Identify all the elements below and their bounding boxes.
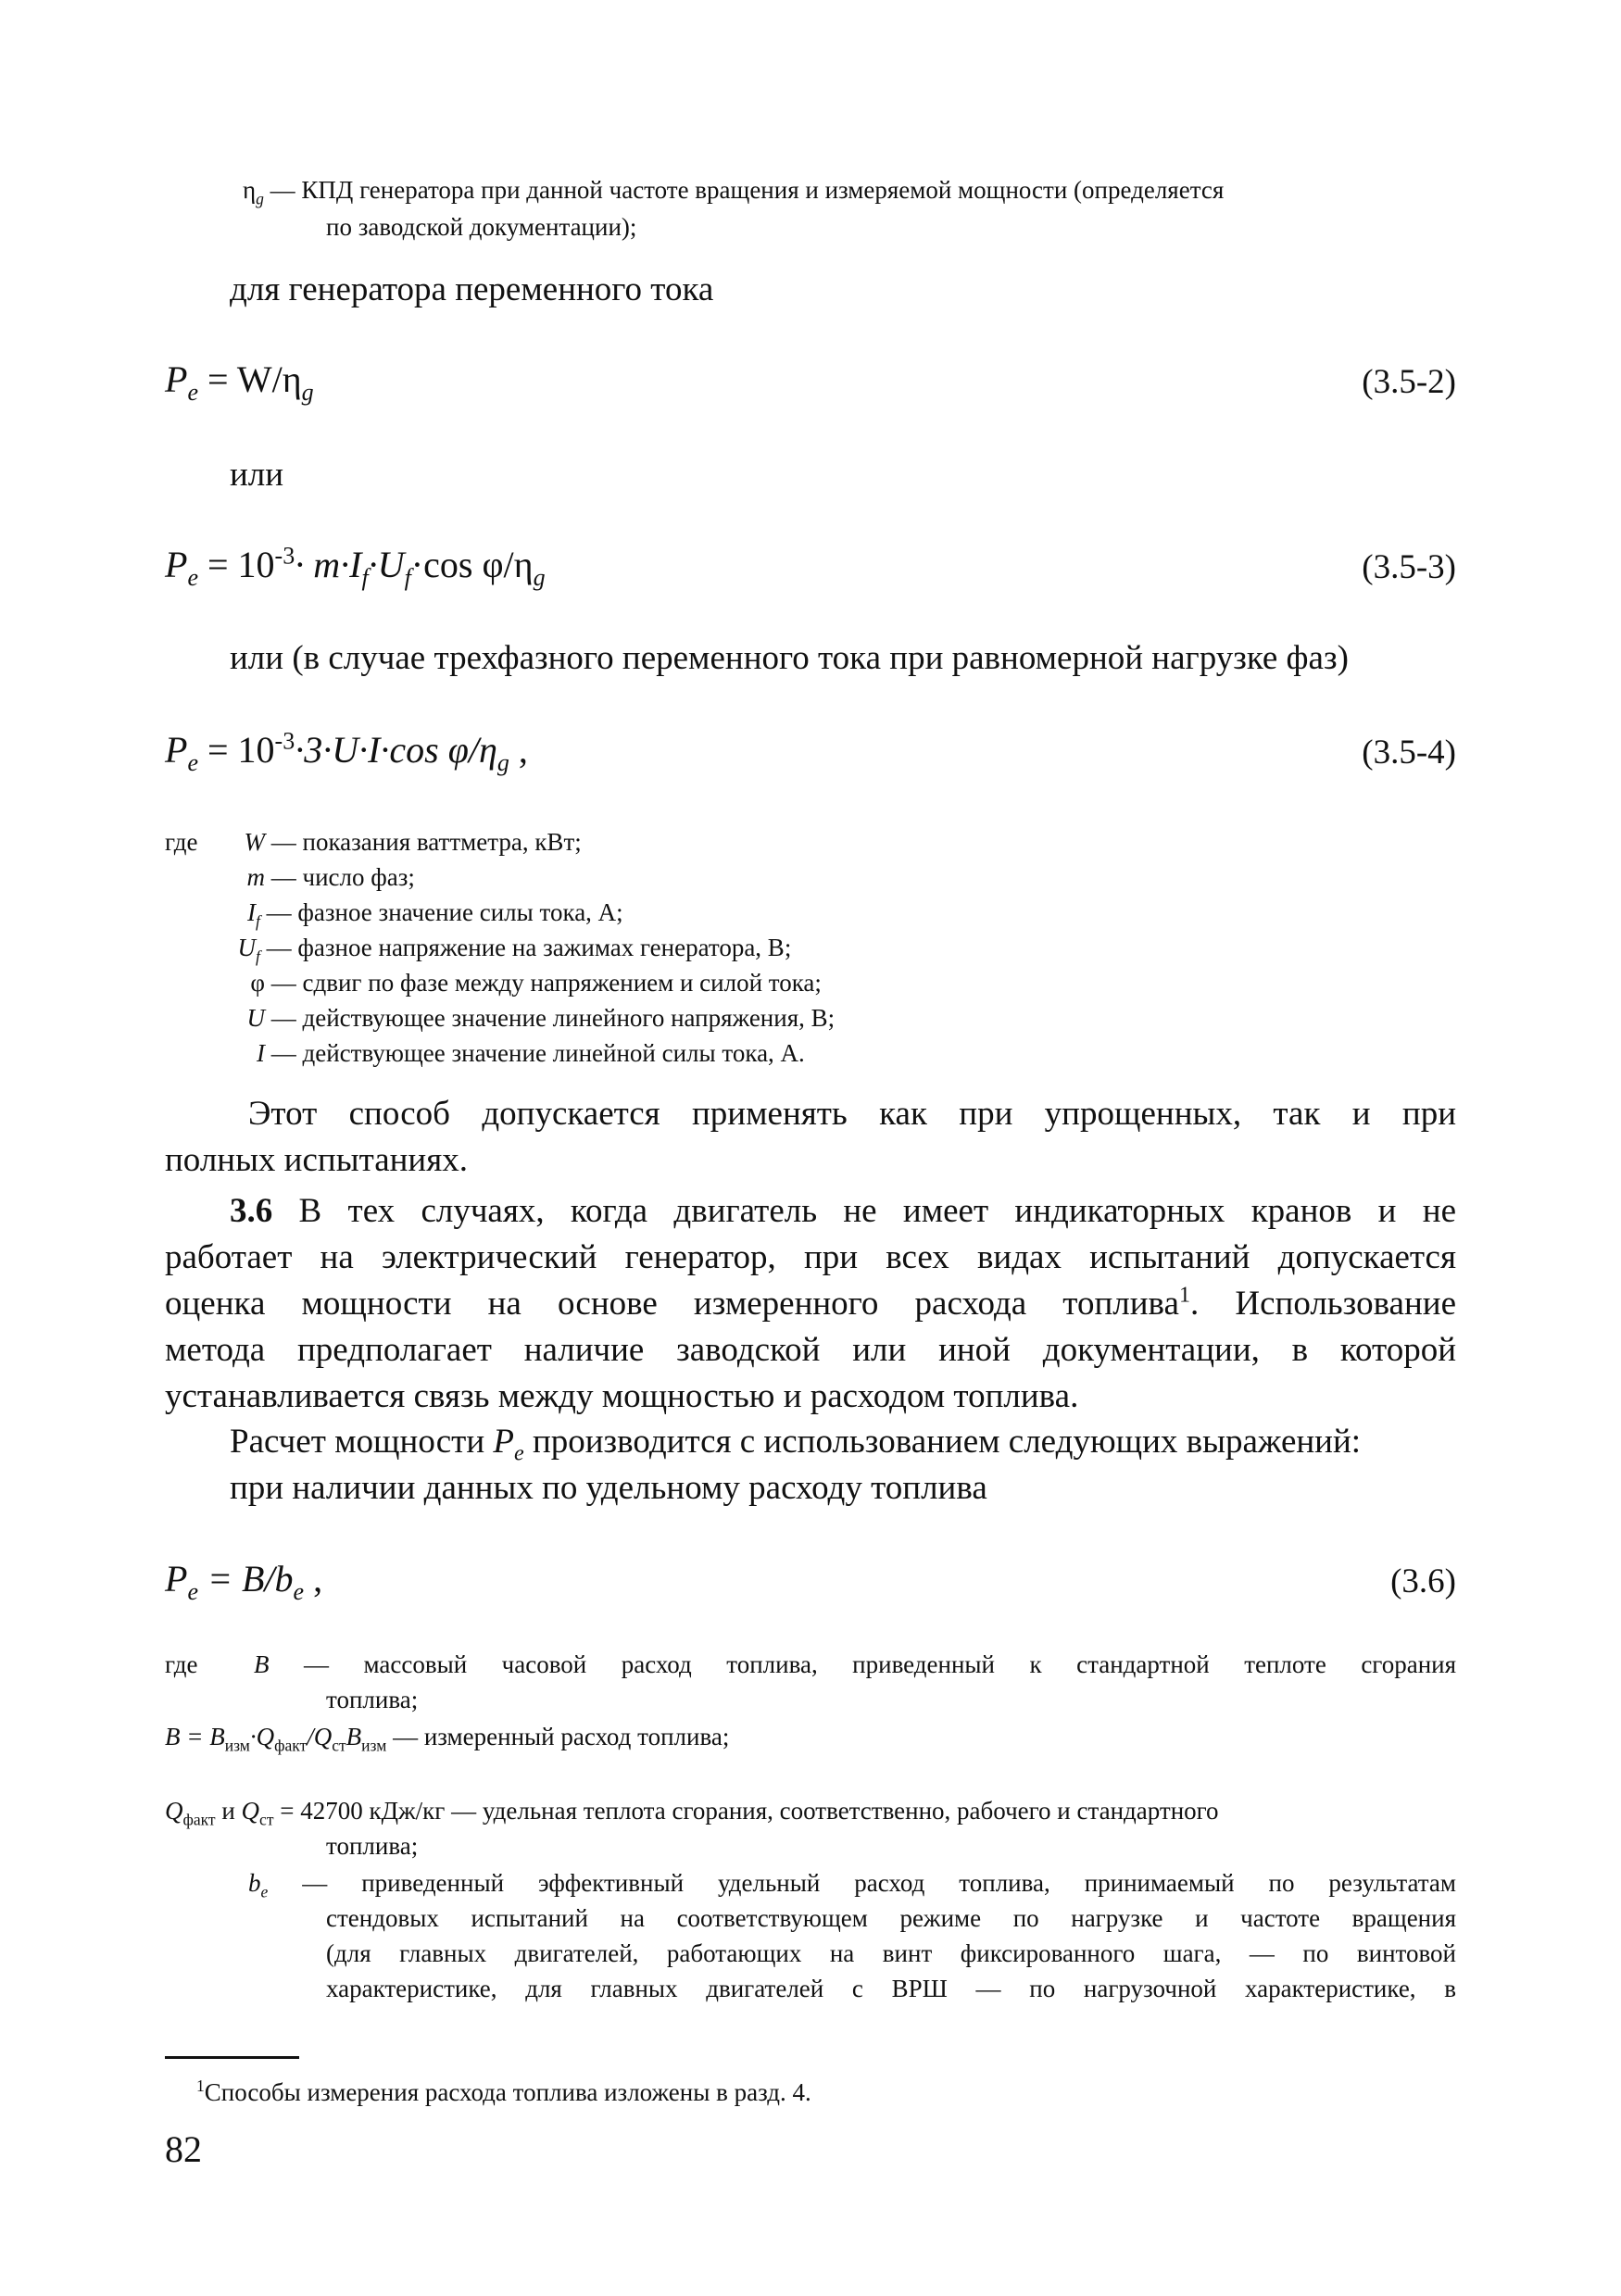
eq-rhs: = W/η (207, 358, 302, 400)
definition-item (230, 895, 1063, 930)
def-be-line2: стендовых испытаний на соответствующем режиме по нагрузке и частоте вращения (326, 1904, 1456, 1932)
bm-c: /Q (307, 1723, 333, 1750)
intro-ac: для генератора переменного тока (230, 270, 714, 308)
calc-text-b: производится с использованием следующих выражений: (523, 1423, 1362, 1461)
or-text-1: или (230, 456, 284, 494)
def-text: — фазное значение силы тока, А; (266, 898, 623, 926)
eq-rhs-sub2: f (404, 564, 411, 591)
eq-tail: , (304, 1558, 323, 1600)
eq-lhs-sub: e (187, 379, 198, 406)
definition-item (230, 1000, 1063, 1035)
be-sub: e (260, 1882, 269, 1901)
eq-number-3-5-3: (3.5-3) (1362, 548, 1456, 586)
def-Q (165, 1793, 1456, 1828)
eq-lhs: P (165, 1558, 188, 1600)
q-sub2: ст (259, 1810, 274, 1829)
sec36-line1 (165, 1188, 1456, 1235)
para-method-text1: Этот способ допускается применять как при упрощенных, так и при (248, 1095, 1456, 1133)
eta-sub: g (256, 189, 264, 208)
eq-lhs: P (165, 729, 188, 771)
def-B-measured (165, 1719, 729, 1754)
def-sub: f (256, 947, 260, 966)
def-be (248, 1865, 1456, 2006)
eq-rhs-a: = 10 (207, 544, 275, 585)
def-B (254, 1647, 1456, 1682)
top-note-text: — КПД генератора при данной частоте вращения и измеряемой мощности (определяется (270, 176, 1225, 204)
def-symbol: W (244, 828, 265, 856)
def-symbol: I (247, 898, 256, 926)
calc-intro (230, 1419, 1361, 1465)
calc-text-a: Расчет мощности (230, 1423, 494, 1461)
bm-sub1: изм (224, 1736, 250, 1755)
def-sub: f (256, 911, 260, 931)
be-text1: — приведенный эффективный удельный расход топлива, принимаемый по результатам (302, 1869, 1457, 1897)
definition-item (230, 1035, 1063, 1071)
def-symbol: m (246, 863, 265, 891)
q-b: Q (241, 1797, 260, 1825)
def-B-symbol: B (254, 1650, 270, 1678)
para-method-line1 (165, 1091, 1456, 1137)
footnote (196, 2075, 811, 2110)
bm-sub4: изм (361, 1736, 387, 1755)
definition-item (230, 965, 1063, 1000)
eq-rhs-sub1: f (361, 564, 369, 591)
eq-rhs-sub: g (496, 749, 509, 776)
eq-number-3-5-2: (3.5-2) (1362, 363, 1456, 401)
eq-lhs-sub: e (187, 749, 198, 776)
bm-sub2: факт (274, 1736, 308, 1755)
bm-sub3: ст (332, 1736, 346, 1755)
eq-rhs-sub: e (293, 1578, 305, 1605)
equation-3-5-4 (165, 727, 528, 776)
q-a: Q (165, 1797, 183, 1825)
page-number: 82 (165, 2128, 202, 2170)
sec36-text3a: оценка мощности на основе измеренного расхода топлива (165, 1285, 1179, 1323)
footnote-mark: 1 (196, 2076, 205, 2095)
q-sub1: факт (182, 1810, 216, 1829)
def-text: — действующее значение линейного напряжения, В; (270, 1004, 836, 1032)
specific-consumption-text: при наличии данных по удельному расходу топлива (230, 1469, 987, 1507)
footnote-text: Способы измерения расхода топлива изложены в разд. 4. (204, 2078, 811, 2106)
def-text: — число фаз; (270, 863, 415, 891)
def-B-cont: топлива; (326, 1686, 419, 1713)
q-text: = 42700 кДж/кг — удельная теплота сгорания, соответственно, рабочего и стандартного (273, 1797, 1219, 1825)
def-Q-cont: топлива; (326, 1832, 419, 1860)
definition-item (230, 824, 1063, 859)
eq-lhs: P (165, 544, 188, 585)
def-text: — показания ваттметра, кВт; (270, 828, 582, 856)
definition-item (230, 859, 1063, 895)
three-phase-text: или (в случае трехфазного переменного тока при равномерной нагрузке фаз) (230, 639, 1349, 677)
eq-rhs-c: ·U (368, 544, 405, 585)
bm-d: B (346, 1723, 362, 1750)
eq-number-3-5-4: (3.5-4) (1362, 734, 1456, 772)
eq-lhs: P (165, 358, 188, 400)
eq-number-3-6: (3.6) (1390, 1562, 1456, 1600)
sec36-line2: работает на электрический генератор, при всех видах испытаний допускается (165, 1238, 1456, 1276)
top-note-cont: по заводской документации); (326, 213, 637, 241)
def-be-line4: характеристике, для главных двигателей с ВРШ — по нагрузочной характеристике, в (326, 1975, 1456, 2002)
section-3-6 (165, 1188, 1456, 1420)
sec36-text1: В тех случаях, когда двигатель не имеет индикаторных кранов и не (272, 1192, 1456, 1230)
top-note (243, 171, 1456, 208)
calc-symbol-sub: e (514, 1441, 524, 1466)
footnote-rule (165, 2056, 299, 2059)
where-label-1: где (165, 828, 198, 856)
eq-rhs-b: ·3·U·I·cos φ/η (295, 729, 497, 771)
eq-rhs-sup: -3 (274, 727, 295, 755)
eq-rhs-sub: g (301, 379, 314, 406)
eq-rhs-tail: , (509, 729, 528, 771)
eq-rhs-sup: -3 (274, 542, 295, 570)
sec36-line5: устанавливается связь между мощностью и расходом топлива. (165, 1377, 1079, 1415)
eq-rhs-a: = 10 (207, 729, 275, 771)
def-text: — сдвиг по фазе между напряжением и силой тока; (270, 969, 822, 997)
be-symbol: b (248, 1869, 261, 1897)
def-symbol: I (257, 1039, 265, 1067)
equation-3-5-2 (165, 357, 314, 406)
def-symbol: U (246, 1004, 265, 1032)
bm-b: ·Q (249, 1723, 275, 1750)
def-text: — фазное напряжение на зажимах генератора, В; (266, 934, 792, 961)
def-be-line3: (для главных двигателей, работающих на винт фиксированного шага, — по винтовой (326, 1939, 1456, 1967)
definitions-list-1 (230, 824, 1063, 1071)
sec36-text3b: . Использование (1190, 1285, 1456, 1323)
def-text: — действующее значение линейной силы тока, А. (270, 1039, 805, 1067)
eta-symbol: η (243, 176, 257, 204)
calc-symbol: P (493, 1423, 515, 1461)
equation-3-6 (165, 1556, 323, 1605)
section-number: 3.6 (230, 1192, 273, 1230)
eq-rhs: = B/b (207, 1558, 294, 1600)
eq-rhs-d: ·cos φ/η (410, 544, 534, 585)
def-B-text: — массовый часовой расход топлива, приведенный к стандартной теплоте сгорания (304, 1650, 1457, 1678)
sec36-line3 (165, 1281, 1456, 1327)
where-label-2: где (165, 1650, 198, 1678)
eq-lhs-sub: e (187, 564, 198, 591)
para-method-line2: полных испытаниях. (165, 1141, 468, 1179)
eq-rhs-b: · m·I (295, 544, 362, 585)
bm-a: B = B (165, 1723, 225, 1750)
bm-text: — измеренный расход топлива; (386, 1723, 730, 1750)
eq-rhs-sub3: g (533, 564, 546, 591)
def-symbol: U (237, 934, 256, 961)
definition-item (230, 930, 1063, 965)
q-and: и (215, 1797, 242, 1825)
eq-lhs-sub: e (187, 1578, 198, 1605)
def-be-line1 (248, 1865, 1456, 1901)
def-symbol: φ (250, 969, 265, 997)
equation-3-5-3 (165, 542, 546, 591)
sec36-line4: метода предполагает наличие заводской или иной документации, в которой (165, 1331, 1456, 1369)
footnote-ref: 1 (1178, 1283, 1190, 1308)
